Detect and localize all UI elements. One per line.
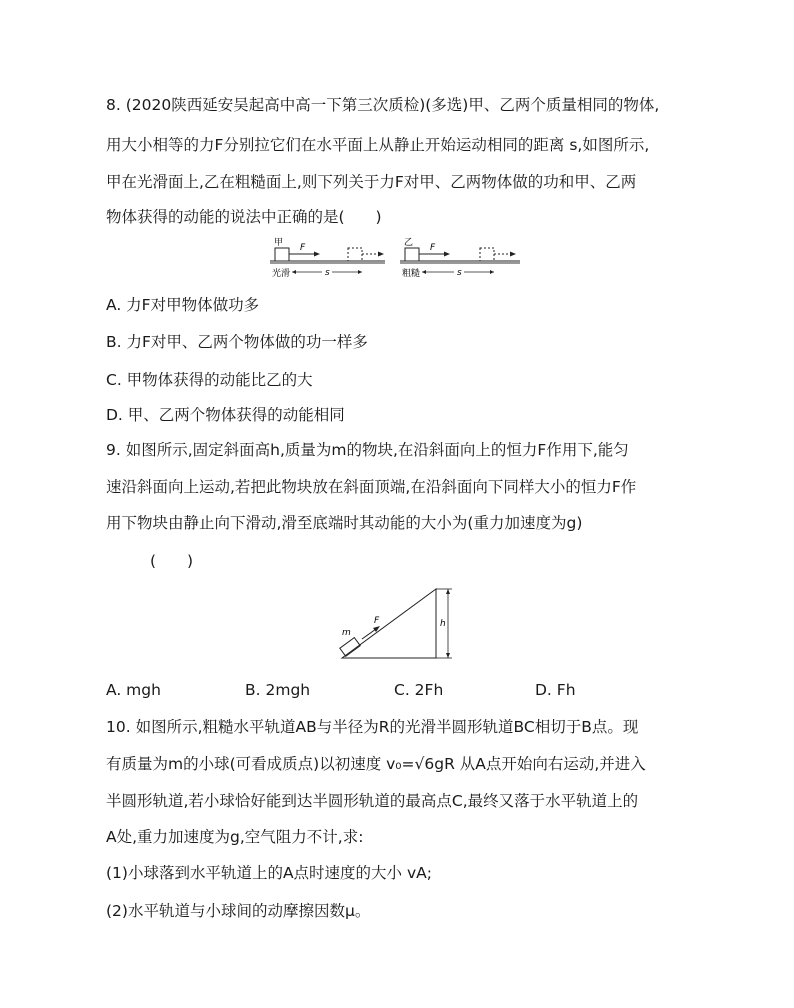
q8-fig-right-body-label: 乙	[404, 238, 414, 248]
q8-line-2: 用大小相等的力F分别拉它们在水平面上从静止开始运动相同的距离 s,如图所示,	[106, 136, 650, 154]
q8-option-c: C. 甲物体获得的动能比乙的大	[106, 371, 313, 389]
q8-fig-right-force-arrow	[444, 252, 450, 257]
q8-fig-left-surface-label: 光滑	[272, 269, 291, 279]
q8-fig-left-final-block	[348, 248, 362, 261]
q8-line-1: 8. (2020陕西延安吴起高中高一下第三次质检)(多选)甲、乙两个质量相同的物体,	[106, 96, 660, 114]
q9-fig-incline	[342, 589, 436, 658]
q9-figure	[336, 583, 461, 663]
q9-option-b: B. 2mgh	[245, 681, 311, 699]
q8-fig-right-distance-label: s	[457, 268, 462, 278]
q8-option-b: B. 力F对甲、乙两个物体做的功一样多	[106, 333, 368, 351]
q8-option-d: D. 甲、乙两个物体获得的动能相同	[106, 406, 345, 424]
q9-line-2: 速沿斜面向上运动,若把此物块放在斜面顶端,在沿斜面向下同样大小的恒力F作	[106, 478, 637, 496]
q10-line-4: A处,重力加速度为g,空气阻力不计,求:	[106, 828, 364, 846]
q8-fig-left-force-label: F	[300, 243, 306, 253]
q9-fig-height-label: h	[440, 619, 446, 629]
q10-line-3: 半圆形轨道,若小球恰好能到达半圆形轨道的最高点C,最终又落于水平轨道上的	[106, 792, 639, 810]
q8-fig-left-body-label: 甲	[274, 238, 284, 248]
q10-subquestion-1: (1)小球落到水平轨道上的A点时速度的大小 vA;	[106, 864, 432, 882]
q10-line-2: 有质量为m的小球(可看成质点)以初速度 v₀=√6gR 从A点开始向右运动,并进入	[106, 755, 646, 773]
q9-option-d: D. Fh	[535, 681, 576, 699]
q8-fig-left-distance-label: s	[325, 268, 330, 278]
q9-line-3: 用下物块由静止向下滑动,滑至底端时其动能的大小为(重力加速度为g)	[106, 514, 583, 532]
q9-line-1: 9. 如图所示,固定斜面高h,质量为m的物块,在沿斜面向上的恒力F作用下,能匀	[106, 441, 629, 459]
q8-figure	[270, 234, 530, 280]
q9-fig-mass-label: m	[342, 628, 351, 638]
q8-fig-left-block	[275, 248, 289, 261]
q8-fig-left-force-arrow	[314, 252, 320, 257]
q10-subquestion-2: (2)水平轨道与小球间的动摩擦因数μ。	[106, 902, 371, 920]
q8-line-3: 甲在光滑面上,乙在粗糙面上,则下列关于力F对甲、乙两物体做的功和甲、乙两	[106, 173, 637, 191]
q8-line-4: 物体获得的动能的说法中正确的是( )	[106, 208, 382, 226]
q9-answer-bracket: ( )	[150, 552, 194, 570]
q9-option-a: A. mgh	[106, 681, 161, 699]
q8-fig-right-surface-label: 粗糙	[402, 269, 421, 279]
q8-fig-right-block	[405, 248, 419, 261]
q8-option-a: A. 力F对甲物体做功多	[106, 296, 260, 314]
q10-line-1: 10. 如图所示,粗糙水平轨道AB与半径为R的光滑半圆形轨道BC相切于B点。现	[106, 718, 639, 736]
q9-option-c: C. 2Fh	[394, 681, 444, 699]
q8-fig-right-final-block	[480, 248, 494, 261]
q9-fig-force-label: F	[374, 616, 380, 626]
q8-fig-right-force-label: F	[430, 243, 436, 253]
